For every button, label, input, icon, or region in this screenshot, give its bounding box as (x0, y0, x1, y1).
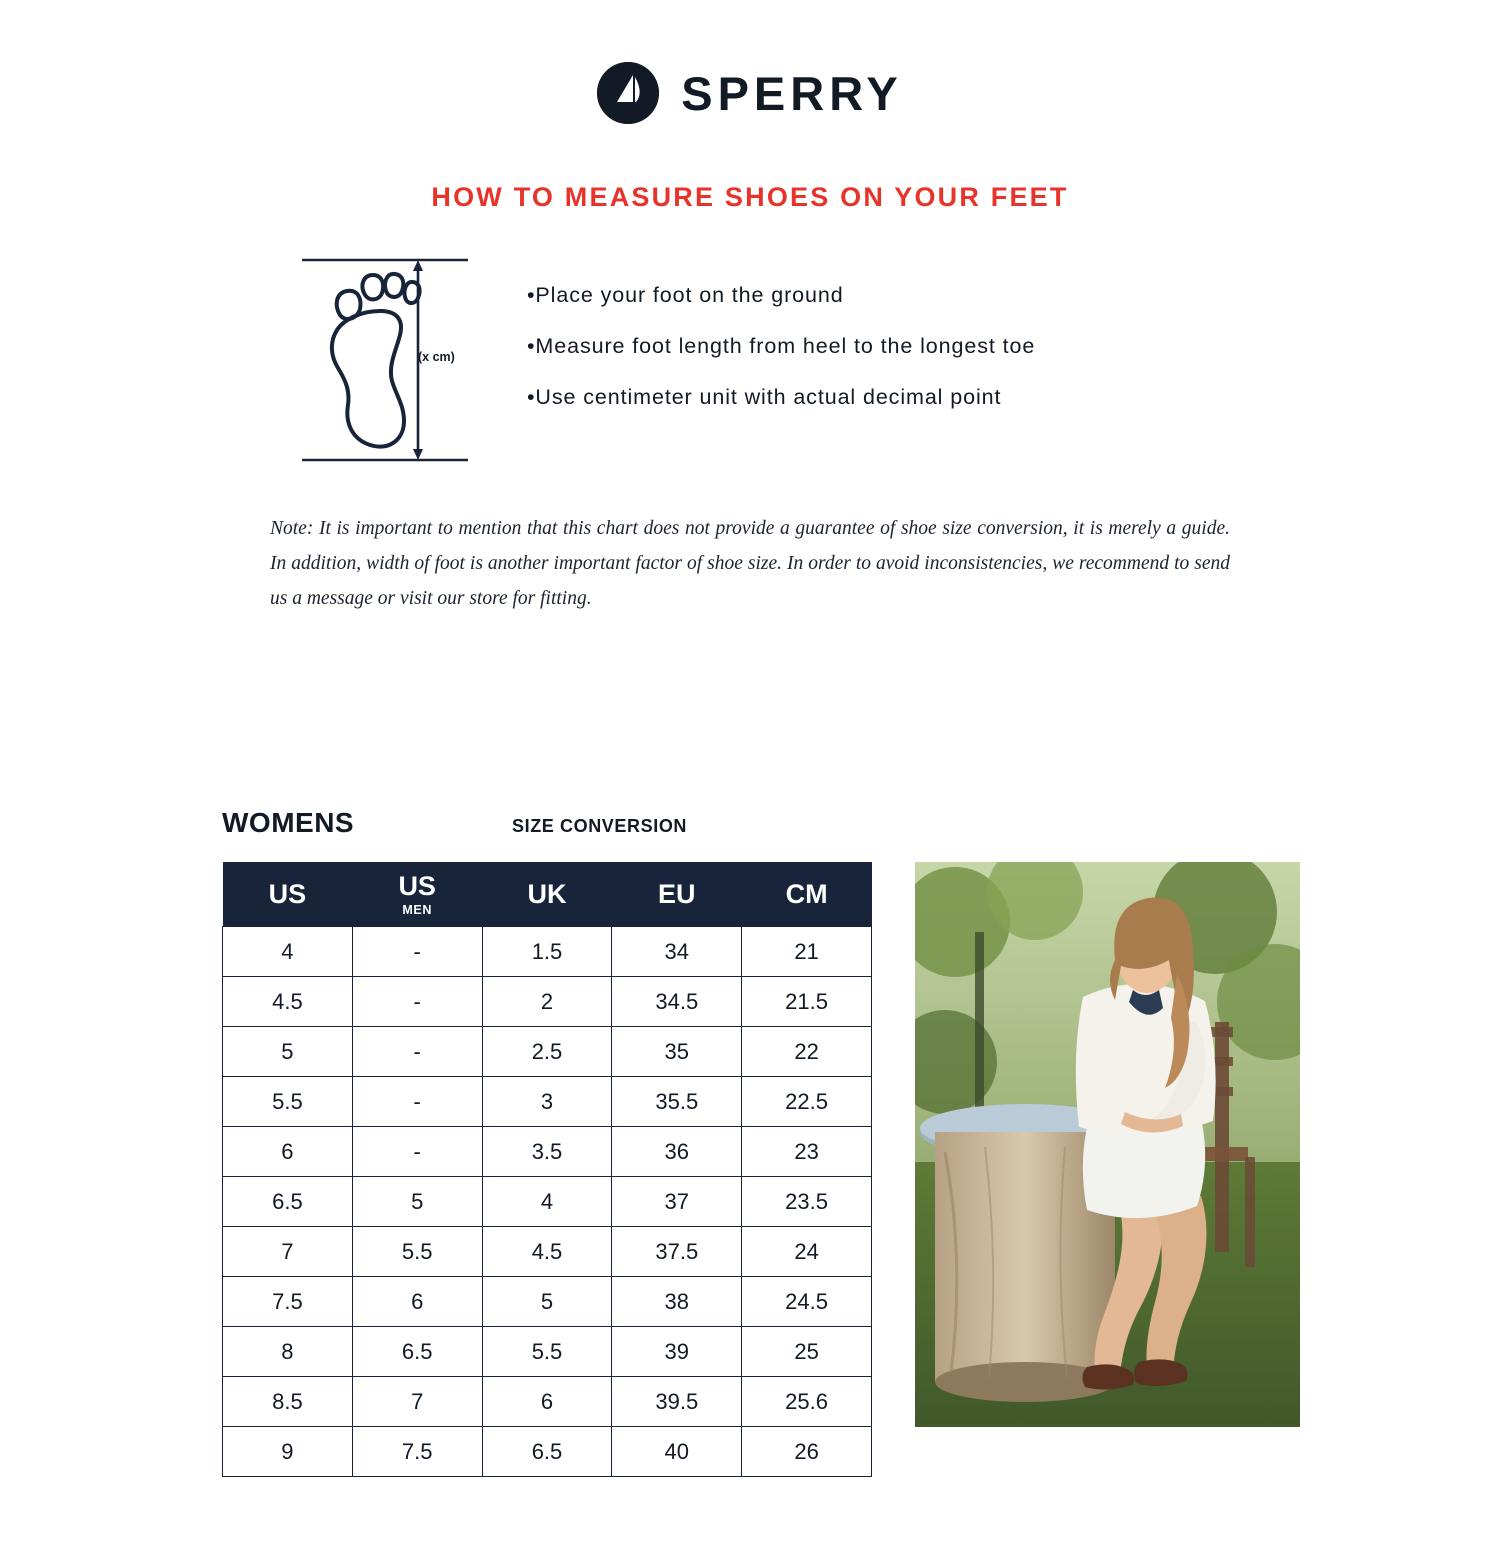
table-row (223, 1227, 872, 1277)
table-row (223, 1127, 872, 1177)
column-header-label: US (268, 878, 307, 909)
cell-us-men: 6.5 (352, 1327, 482, 1377)
cell-us-men: - (352, 1077, 482, 1127)
cell-eu: 34 (612, 927, 742, 977)
cell-us-men: 7 (352, 1377, 482, 1427)
footprint-measure-icon (300, 255, 475, 465)
cell-uk: 4 (482, 1177, 612, 1227)
table-row (223, 1177, 872, 1227)
cell-us-men: 6 (352, 1277, 482, 1327)
cell-us-men: 5.5 (352, 1227, 482, 1277)
cell-uk: 2 (482, 977, 612, 1027)
column-header-eu (612, 862, 742, 927)
table-section-label: WOMENS (222, 807, 355, 838)
cell-us: 7 (223, 1227, 353, 1277)
cell-eu: 35 (612, 1027, 742, 1077)
table-conversion-label: SIZE CONVERSION (512, 816, 688, 836)
cell-uk: 5 (482, 1277, 612, 1327)
cell-uk: 3.5 (482, 1127, 612, 1177)
cell-uk: 3 (482, 1077, 612, 1127)
cell-uk: 4.5 (482, 1227, 612, 1277)
table-row (223, 1377, 872, 1427)
cell-us-men: - (352, 1127, 482, 1177)
cell-eu: 37 (612, 1177, 742, 1227)
cell-cm: 25 (742, 1327, 872, 1377)
cell-eu: 39 (612, 1327, 742, 1377)
cell-us: 6.5 (223, 1177, 353, 1227)
column-header-label: US (398, 871, 436, 901)
cell-eu: 37.5 (612, 1227, 742, 1277)
cell-cm: 21 (742, 927, 872, 977)
cell-us: 5.5 (223, 1077, 353, 1127)
cell-us: 6 (223, 1127, 353, 1177)
cell-eu: 34.5 (612, 977, 742, 1027)
table-labels (222, 807, 1282, 847)
list-item: •Place your foot on the ground (527, 283, 844, 307)
cell-us-men: 5 (352, 1177, 482, 1227)
cell-us: 4.5 (223, 977, 353, 1027)
cell-cm: 25.6 (742, 1377, 872, 1427)
table-row (223, 927, 872, 977)
column-header-us-men (352, 862, 482, 927)
column-header-label: CM (785, 878, 828, 909)
cell-eu: 38 (612, 1277, 742, 1327)
cell-cm: 22 (742, 1027, 872, 1077)
foot-length-label: (x cm) (418, 350, 455, 364)
cell-us-men: - (352, 1027, 482, 1077)
instruction-list (527, 283, 1035, 436)
brand-name: SPERRY (681, 66, 903, 120)
table-row (223, 1027, 872, 1077)
lifestyle-photo (915, 862, 1300, 1427)
list-item: •Measure foot length from heel to the longest toe (527, 334, 1036, 358)
column-header-cm (742, 862, 872, 927)
cell-eu: 36 (612, 1127, 742, 1177)
column-header-label: EU (658, 878, 696, 909)
cell-uk: 6 (482, 1377, 612, 1427)
cell-cm: 26 (742, 1427, 872, 1477)
table-row (223, 977, 872, 1027)
cell-cm: 21.5 (742, 977, 872, 1027)
cell-us-men: - (352, 977, 482, 1027)
size-conversion-table (222, 862, 872, 1477)
cell-uk: 2.5 (482, 1027, 612, 1077)
cell-uk: 1.5 (482, 927, 612, 977)
cell-cm: 23 (742, 1127, 872, 1177)
cell-uk: 6.5 (482, 1427, 612, 1477)
list-item: •Use centimeter unit with actual decimal point (527, 385, 1002, 409)
cell-eu: 40 (612, 1427, 742, 1477)
brand-logo (0, 62, 1500, 124)
cell-us: 8.5 (223, 1377, 353, 1427)
cell-cm: 24.5 (742, 1277, 872, 1327)
sperry-sailboat-icon (597, 62, 659, 124)
page-title: HOW TO MEASURE SHOES ON YOUR FEET (431, 182, 1069, 212)
table-row (223, 1427, 872, 1477)
table-row (223, 1327, 872, 1377)
table-header-row (223, 862, 872, 927)
cell-eu: 35.5 (612, 1077, 742, 1127)
cell-us-men: 7.5 (352, 1427, 482, 1477)
size-chart-section (0, 807, 1500, 1477)
disclaimer-note: Note: It is important to mention that this chart does not provide a guarantee of shoe size conversion, it is merely a guide. In addition, width of foot is another important factor of shoe size. In order to avoid inconsistencies, we recommend to send us a message or visit our store for fitting. (270, 518, 1230, 609)
cell-us: 7.5 (223, 1277, 353, 1327)
cell-uk: 5.5 (482, 1327, 612, 1377)
cell-us: 9 (223, 1427, 353, 1477)
cell-us: 5 (223, 1027, 353, 1077)
column-header-label: UK (527, 878, 567, 909)
cell-us: 8 (223, 1327, 353, 1377)
cell-us: 4 (223, 927, 353, 977)
cell-eu: 39.5 (612, 1377, 742, 1427)
measure-instructions-block (0, 255, 1500, 465)
table-row (223, 1277, 872, 1327)
column-header-uk (482, 862, 612, 927)
cell-cm: 23.5 (742, 1177, 872, 1227)
column-header-us-women (223, 862, 353, 927)
cell-cm: 22.5 (742, 1077, 872, 1127)
table-row (223, 1077, 872, 1127)
cell-us-men: - (352, 927, 482, 977)
column-header-sublabel: MEN (402, 903, 432, 917)
cell-cm: 24 (742, 1227, 872, 1277)
